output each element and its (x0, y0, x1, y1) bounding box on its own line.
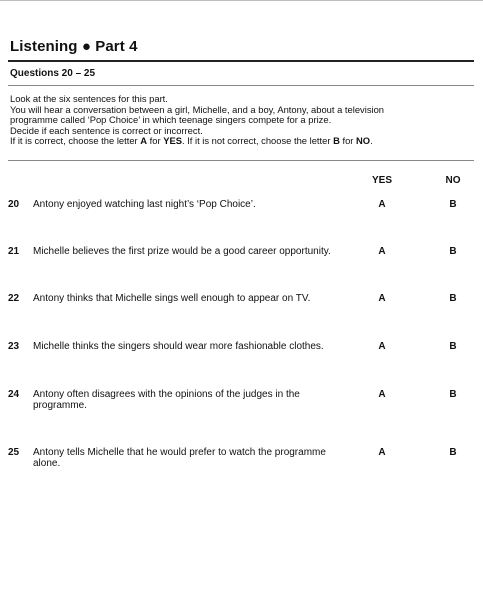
question-number: 22 (8, 293, 20, 304)
instructions-divider (8, 160, 474, 161)
top-border (0, 0, 483, 1)
section-title: Listening ● Part 4 (10, 38, 138, 55)
answer-option-b[interactable]: B (449, 246, 457, 257)
instructions (10, 94, 470, 147)
title-divider (8, 60, 474, 62)
question-number: 21 (8, 246, 20, 257)
column-header-no: NO (445, 175, 461, 186)
instruction-line: Look at the six sentences for this part. (10, 93, 168, 104)
answer-option-b[interactable]: B (449, 341, 457, 352)
answer-option-a[interactable]: A (378, 246, 386, 257)
question-text: Antony thinks that Michelle sings well enough to appear on TV. (33, 293, 311, 304)
answer-option-b[interactable]: B (449, 199, 457, 210)
answer-option-a[interactable]: A (378, 293, 386, 304)
answer-option-a[interactable]: A (378, 389, 386, 400)
questions-range: Questions 20 – 25 (10, 68, 96, 79)
instruction-line: If it is correct, choose the letter A for YES. If it is not correct, choose the letter B for NO. (10, 135, 373, 147)
answer-option-a[interactable]: A (378, 199, 386, 210)
question-text: Michelle thinks the singers should wear more fashionable clothes. (33, 341, 324, 352)
answer-option-a[interactable]: A (378, 447, 386, 458)
question-number: 25 (8, 447, 20, 458)
answer-option-b[interactable]: B (449, 389, 457, 400)
answer-option-b[interactable]: B (449, 447, 457, 458)
question-number: 24 (8, 389, 20, 400)
question-text: Antony often disagrees with the opinions of the judges in the programme. (33, 389, 300, 411)
column-header-yes: YES (371, 175, 392, 186)
instruction-line: Decide if each sentence is correct or incorrect. (10, 124, 203, 136)
question-text: Antony tells Michelle that he would prefer to watch the programme alone. (33, 447, 326, 469)
question-text: Michelle believes the first prize would be a good career opportunity. (33, 246, 331, 257)
answer-option-a[interactable]: A (378, 341, 386, 352)
question-number: 23 (8, 341, 20, 352)
instruction-line: You will hear a conversation between a girl, Michelle, and a boy, Antony, about a television (10, 103, 385, 115)
instruction-line: programme called ‘Pop Choice’ in which teenage singers compete for a prize. (10, 114, 332, 126)
range-divider (8, 85, 474, 86)
question-text: Antony enjoyed watching last night’s ‘Pop Choice’. (33, 199, 256, 210)
question-number: 20 (8, 199, 20, 210)
answer-option-b[interactable]: B (449, 293, 457, 304)
